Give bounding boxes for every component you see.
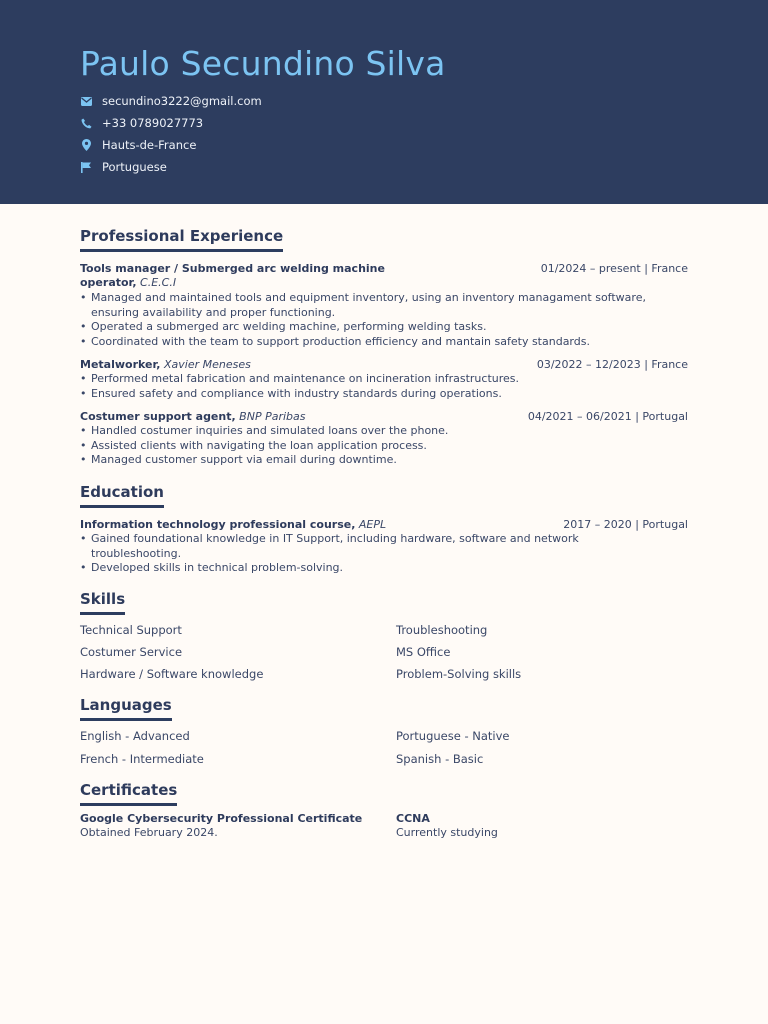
bullet-list [80, 424, 688, 468]
email-icon [80, 95, 92, 107]
entry-header [80, 262, 688, 290]
school: AEPL [358, 518, 387, 531]
employer: Xavier Meneses [163, 358, 251, 371]
skills-section [80, 589, 688, 689]
list-item: • Performed metal fabrication and maintenance on incineration infrastructures. [80, 372, 688, 387]
section-underline [80, 718, 172, 721]
contact-phone [80, 112, 262, 134]
certificate-name: Google Cybersecurity Professional Certificate [80, 812, 363, 825]
experience-entry [80, 358, 688, 401]
section-title: Languages [80, 696, 172, 714]
section-title: Certificates [80, 781, 178, 799]
skill-item: Problem-Solving skills [396, 667, 522, 681]
certificate-note: Obtained February 2024. [80, 826, 218, 839]
language-item: Spanish - Basic [396, 752, 484, 766]
entry-header [80, 518, 688, 532]
list-item: • Handled costumer inquiries and simulated loans over the phone. [80, 424, 688, 439]
list-item-continuation [80, 306, 688, 321]
certificates-heading [80, 780, 177, 806]
contact-email [80, 90, 262, 112]
list-item-continuation [80, 547, 688, 562]
location-pin-icon [80, 139, 92, 151]
section-underline [80, 803, 177, 806]
language-item: French - Intermediate [80, 752, 204, 766]
languages-heading [80, 695, 172, 721]
location-text: Hauts-de-France [102, 138, 197, 152]
employer: BNP Paribas [239, 410, 306, 423]
skill-item: Technical Support [80, 623, 182, 637]
bullet-list [80, 291, 688, 349]
education-section [80, 482, 688, 576]
nationality-text: Portuguese [102, 160, 167, 174]
skills-grid [80, 623, 688, 689]
flag-icon [80, 161, 92, 173]
languages-row [80, 752, 688, 775]
languages-grid [80, 729, 688, 775]
certificate-item [396, 812, 498, 840]
entry-header [80, 410, 688, 424]
section-title: Skills [80, 590, 126, 608]
list-item: • Developed skills in technical problem-solving. [80, 561, 688, 576]
list-item-text: troubleshooting. [91, 546, 182, 560]
email-text[interactable]: secundino3222@gmail.com [102, 94, 262, 108]
job-title: Metalworker, [80, 358, 161, 371]
employer: C.E.C.I [140, 276, 177, 289]
phone-icon [80, 117, 92, 129]
resume-header [0, 0, 768, 204]
certificate-item [80, 812, 362, 840]
certificate-note: Currently studying [396, 826, 498, 839]
list-item: • Managed customer support via email during downtime. [80, 453, 688, 468]
list-item: • Coordinated with the team to support production efficiency and mantain safety standards. [80, 335, 688, 350]
candidate-name: Paulo Secundino Silva [80, 44, 446, 83]
phone-text[interactable]: +33 0789027773 [102, 116, 204, 130]
skills-row [80, 667, 688, 689]
list-item: • Ensured safety and compliance with industry standards during operations. [80, 387, 688, 402]
contact-location [80, 134, 262, 156]
section-title: Professional Experience [80, 227, 284, 245]
date-location: 2017 – 2020 | Portugal [563, 518, 688, 531]
list-item: • Managed and maintained tools and equipment inventory, using an inventory managament software, [80, 291, 688, 306]
job-title-cont: operator, [80, 276, 137, 289]
skills-row [80, 645, 688, 667]
skill-item: MS Office [396, 645, 451, 659]
skill-item: Troubleshooting [396, 623, 488, 637]
bullet-list [80, 532, 688, 576]
languages-row [80, 729, 688, 752]
experience-entry [80, 410, 688, 468]
date-location: 01/2024 – present | France [540, 262, 688, 275]
skill-item: Hardware / Software knowledge [80, 667, 264, 681]
list-item-text: ensuring availability and proper functioning. [91, 305, 336, 319]
section-underline [80, 505, 164, 508]
job-title: Costumer support agent, [80, 410, 236, 423]
list-item: • Gained foundational knowledge in IT Support, including hardware, software and network [80, 532, 688, 547]
contact-list [80, 90, 262, 178]
section-title: Education [80, 483, 164, 501]
contact-nationality [80, 156, 262, 178]
language-item: Portuguese - Native [396, 729, 510, 743]
skill-item: Costumer Service [80, 645, 183, 659]
list-item: • Assisted clients with navigating the loan application process. [80, 439, 688, 454]
certificate-name: CCNA [396, 812, 430, 825]
education-heading [80, 482, 164, 508]
entry-header [80, 358, 688, 372]
course-title: Information technology professional course, [80, 518, 356, 531]
job-title: Tools manager / Submerged arc welding machine [80, 262, 385, 275]
education-entry [80, 518, 688, 576]
date-location: 04/2021 – 06/2021 | Portugal [527, 410, 688, 423]
section-underline [80, 249, 283, 252]
languages-section [80, 695, 688, 775]
date-location: 03/2022 – 12/2023 | France [536, 358, 688, 371]
skills-heading [80, 589, 125, 615]
list-item: • Operated a submerged arc welding machine, performing welding tasks. [80, 320, 688, 335]
experience-heading [80, 226, 283, 252]
section-underline [80, 612, 125, 615]
skills-row [80, 623, 688, 645]
bullet-list [80, 372, 688, 401]
experience-entry [80, 262, 688, 349]
certificates-section [80, 780, 688, 806]
experience-section [80, 226, 688, 468]
language-item: English - Advanced [80, 729, 190, 743]
